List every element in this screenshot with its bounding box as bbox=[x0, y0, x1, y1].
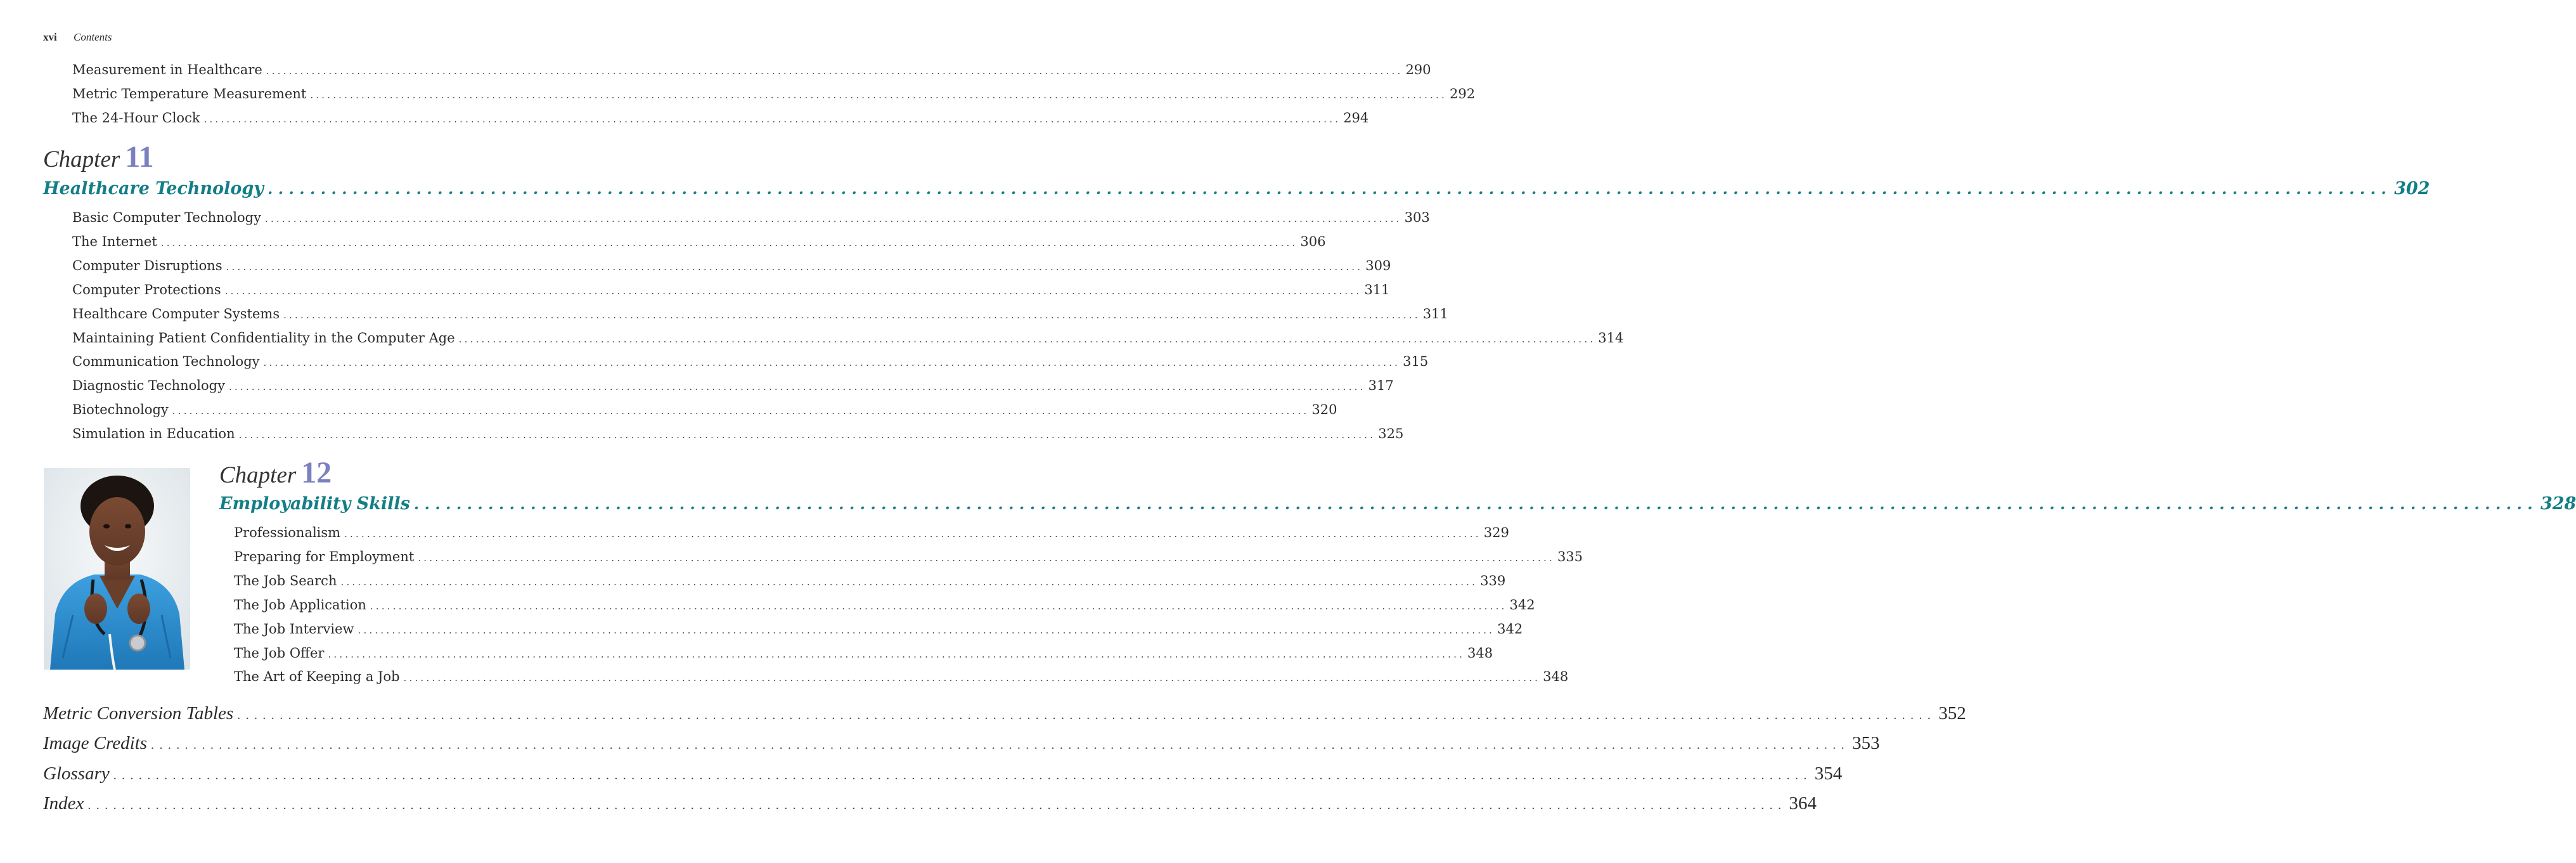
toc-entry-title: Computer Protections bbox=[72, 278, 225, 302]
dot-leader: ........................................................................................................................................................................................................ bbox=[267, 179, 2392, 198]
toc-entry-title: Diagnostic Technology bbox=[72, 373, 229, 398]
toc-entry-title: The Job Interview bbox=[234, 617, 358, 641]
toc-entry[interactable] bbox=[234, 569, 1506, 593]
section-name: Contents bbox=[73, 31, 112, 43]
toc-entry-title: The Job Search bbox=[234, 569, 340, 593]
toc-entry-page: 303 bbox=[1402, 205, 1430, 230]
toc-entry-page: 364 bbox=[1786, 789, 1817, 818]
toc-entry[interactable] bbox=[43, 789, 1817, 818]
chapter-word: Chapter bbox=[43, 146, 120, 172]
toc-entry-title: The 24-Hour Clock bbox=[72, 106, 204, 130]
dot-leader: ........................................................................................................................................................................................................ bbox=[344, 528, 1481, 540]
toc-entry[interactable] bbox=[234, 665, 1569, 689]
dot-leader: ........................................................................................................................................................................................................ bbox=[151, 738, 1850, 753]
toc-entry-page: 325 bbox=[1375, 422, 1403, 446]
toc-entry[interactable] bbox=[234, 641, 1493, 665]
chapter-11-title-row[interactable] bbox=[43, 176, 2430, 202]
toc-entry-title: The Art of Keeping a Job bbox=[234, 665, 404, 689]
dot-leader: ........................................................................................................................................................................................................ bbox=[458, 333, 1596, 345]
toc-entry-page: 342 bbox=[1495, 617, 1523, 641]
dot-leader: ........................................................................................................................................................................................................ bbox=[340, 576, 1478, 588]
dot-leader: ........................................................................................................................................................................................................ bbox=[238, 429, 1376, 441]
toc-entry[interactable] bbox=[43, 759, 1843, 788]
running-head bbox=[43, 30, 112, 45]
chapter-title: Employability Skills bbox=[219, 491, 414, 517]
chapter-page: 328 bbox=[2538, 491, 2576, 517]
toc-entry-title: Metric Temperature Measurement bbox=[72, 82, 310, 106]
toc-entry[interactable] bbox=[72, 326, 1624, 350]
toc-entry[interactable] bbox=[234, 545, 1583, 569]
dot-leader: ........................................................................................................................................................................................................ bbox=[224, 285, 1362, 297]
dot-leader: ........................................................................................................................................................................................................ bbox=[266, 65, 1403, 77]
toc-entry[interactable] bbox=[43, 699, 1966, 728]
toc-entry-page: 306 bbox=[1298, 230, 1325, 254]
dot-leader: ........................................................................................................................................................................................................ bbox=[87, 798, 1787, 812]
toc-entry-title: Healthcare Computer Systems bbox=[72, 302, 283, 326]
toc-entry[interactable] bbox=[72, 82, 1476, 106]
dot-leader: ........................................................................................................................................................................................................ bbox=[160, 237, 1298, 249]
toc-entry[interactable] bbox=[72, 373, 1394, 398]
toc-entry-title: The Job Application bbox=[234, 593, 370, 617]
nurse-photo-icon bbox=[44, 468, 190, 670]
dot-leader: ........................................................................................................................................................................................................ bbox=[403, 672, 1541, 684]
toc-entry-title: Biotechnology bbox=[72, 398, 172, 422]
toc-entry-page: 317 bbox=[1366, 373, 1394, 398]
toc-entry[interactable] bbox=[234, 521, 1509, 545]
toc-entry-page: 329 bbox=[1481, 521, 1509, 545]
toc-entry-title: The Internet bbox=[72, 230, 161, 254]
toc-entry-page: 294 bbox=[1341, 106, 1368, 130]
toc-entry[interactable] bbox=[72, 58, 1431, 82]
toc-entry-page: 309 bbox=[1363, 254, 1391, 278]
toc-entry[interactable] bbox=[72, 230, 1326, 254]
toc-entry[interactable] bbox=[43, 729, 1880, 758]
toc-entry-page: 290 bbox=[1403, 58, 1431, 82]
toc-entry-page: 348 bbox=[1465, 641, 1493, 665]
dot-leader: ........................................................................................................................................................................................................ bbox=[310, 89, 1447, 101]
toc-entry-page: 335 bbox=[1555, 545, 1583, 569]
toc-entry-title: Simulation in Education bbox=[72, 422, 239, 446]
dot-leader: ........................................................................................................................................................................................................ bbox=[418, 552, 1555, 564]
dot-leader: ........................................................................................................................................................................................................ bbox=[226, 261, 1363, 273]
chapter-number: 12 bbox=[301, 456, 332, 490]
toc-entry-title: Communication Technology bbox=[72, 349, 264, 373]
chapter-number: 11 bbox=[125, 140, 154, 174]
dot-leader: ........................................................................................................................................................................................................ bbox=[172, 405, 1310, 417]
toc-entry-page: 311 bbox=[1362, 278, 1389, 302]
toc-entry-page: 339 bbox=[1478, 569, 1505, 593]
page-folio: xvi bbox=[43, 31, 57, 43]
toc-entry-page: 292 bbox=[1447, 82, 1475, 106]
dot-leader: ........................................................................................................................................................................................................ bbox=[263, 357, 1401, 369]
chapter-word: Chapter bbox=[219, 462, 297, 488]
dot-leader: ........................................................................................................................................................................................................ bbox=[203, 114, 1341, 125]
toc-entry-page: 352 bbox=[1936, 699, 1966, 728]
toc-entry[interactable] bbox=[72, 349, 1429, 373]
toc-entry-title: Maintaining Patient Confidentiality in the Computer Age bbox=[72, 326, 459, 350]
dot-leader: ........................................................................................................................................................................................................ bbox=[228, 381, 1366, 393]
toc-entry[interactable] bbox=[72, 106, 1369, 130]
toc-entry-title: Measurement in Healthcare bbox=[72, 58, 266, 82]
toc-entry-title: Glossary bbox=[43, 759, 113, 788]
dot-leader: ........................................................................................................................................................................................................ bbox=[237, 708, 1936, 722]
toc-entry[interactable] bbox=[72, 254, 1391, 278]
toc-entry-page: 348 bbox=[1540, 665, 1568, 689]
dot-leader: ........................................................................................................................................................................................................ bbox=[328, 648, 1465, 660]
toc-entry[interactable] bbox=[234, 617, 1523, 641]
toc-entry[interactable] bbox=[72, 422, 1404, 446]
toc-entry-title: Basic Computer Technology bbox=[72, 205, 265, 230]
toc-entry[interactable] bbox=[72, 278, 1390, 302]
toc-entry[interactable] bbox=[72, 398, 1337, 422]
toc-entry-title: Computer Disruptions bbox=[72, 254, 226, 278]
toc-entry-page: 342 bbox=[1507, 593, 1535, 617]
nurse-illustration bbox=[44, 468, 190, 670]
toc-entry-title: The Job Offer bbox=[234, 641, 328, 665]
chapter-11-label bbox=[43, 140, 154, 174]
chapter-12-label bbox=[219, 456, 332, 490]
dot-leader: ........................................................................................................................................................................................................ bbox=[283, 309, 1420, 321]
toc-entry-title: Preparing for Employment bbox=[234, 545, 418, 569]
chapter-page: 302 bbox=[2392, 176, 2430, 202]
toc-entry-title: Metric Conversion Tables bbox=[43, 699, 237, 728]
dot-leader: ........................................................................................................................................................................................................ bbox=[264, 213, 1402, 224]
toc-entry[interactable] bbox=[72, 205, 1430, 230]
toc-entry[interactable] bbox=[234, 593, 1535, 617]
toc-entry[interactable] bbox=[72, 302, 1448, 326]
toc-entry-page: 320 bbox=[1309, 398, 1337, 422]
toc-entry-title: Index bbox=[43, 789, 87, 818]
dot-leader: ........................................................................................................................................................................................................ bbox=[413, 495, 2538, 513]
toc-entry-page: 314 bbox=[1595, 326, 1623, 350]
toc-entry-page: 311 bbox=[1420, 302, 1448, 326]
chapter-12-title-row[interactable] bbox=[219, 491, 2576, 517]
toc-entry-page: 353 bbox=[1850, 729, 1880, 758]
dot-leader: ........................................................................................................................................................................................................ bbox=[370, 600, 1507, 612]
toc-entry-page: 315 bbox=[1400, 349, 1428, 373]
toc-entry-title: Image Credits bbox=[43, 729, 151, 758]
chapter-title: Healthcare Technology bbox=[43, 176, 267, 202]
dot-leader: ........................................................................................................................................................................................................ bbox=[113, 768, 1812, 782]
dot-leader: ........................................................................................................................................................................................................ bbox=[357, 624, 1495, 636]
toc-entry-title: Professionalism bbox=[234, 521, 344, 545]
toc-entry-page: 354 bbox=[1812, 759, 1843, 788]
